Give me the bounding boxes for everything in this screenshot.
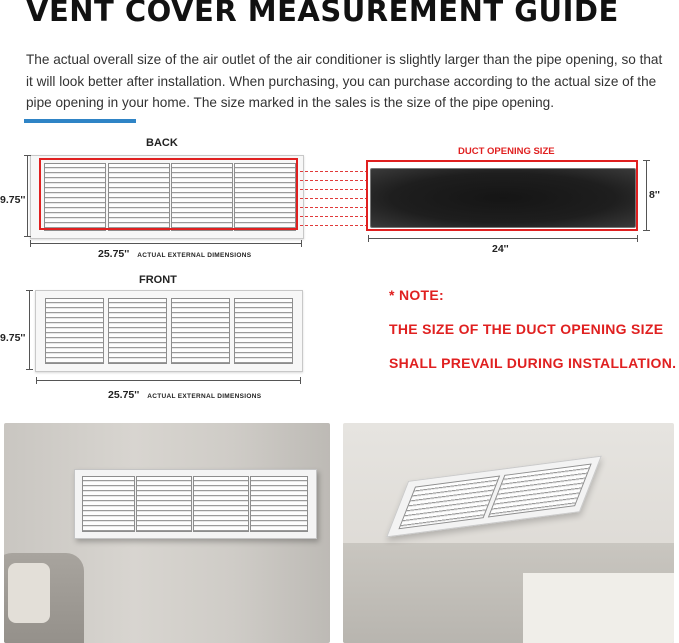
back-label: BACK	[146, 137, 178, 149]
accent-divider	[24, 119, 136, 123]
guide-description: The actual overall size of the air outlet of the air conditioner is slightly larger than the pipe opening, so that it will look better after installation. When purchasing, you can purchase according to the actual size of the pipe opening in your home. The size marked in the sales is the size of the pipe opening.	[26, 52, 663, 110]
ceiling-install-photo	[343, 423, 674, 643]
wall-install-photo	[4, 423, 330, 643]
duct-opening-image	[370, 168, 636, 228]
window-shape	[523, 573, 674, 643]
front-grille-image	[35, 290, 303, 372]
front-height-label: 9.75''	[0, 332, 26, 344]
back-height-label: 9.75''	[0, 194, 26, 206]
back-width-label: 25.75''	[98, 248, 130, 260]
duct-height-label: 8''	[649, 189, 660, 201]
back-opening-outline	[39, 158, 298, 230]
pillow-shape	[8, 563, 50, 623]
front-width-label: 25.75''	[108, 389, 140, 401]
front-label: FRONT	[139, 274, 177, 286]
front-width-dimension	[108, 389, 261, 401]
back-width-caption: ACTUAL EXTERNAL DIMENSIONS	[137, 252, 252, 259]
ceiling-grille	[386, 456, 602, 538]
back-width-dimension	[98, 248, 251, 260]
duct-width-label: 24''	[492, 243, 509, 255]
note-line-2: SHALL PREVAIL DURING INSTALLATION.	[389, 355, 677, 371]
duct-label: DUCT OPENING SIZE	[458, 146, 555, 157]
note-title: * NOTE:	[389, 287, 444, 303]
wall-grille	[74, 469, 317, 539]
guide-title: VENT COVER MEASUREMENT GUIDE	[26, 0, 619, 28]
front-width-caption: ACTUAL EXTERNAL DIMENSIONS	[147, 393, 262, 400]
note-line-1: THE SIZE OF THE DUCT OPENING SIZE	[389, 321, 664, 337]
